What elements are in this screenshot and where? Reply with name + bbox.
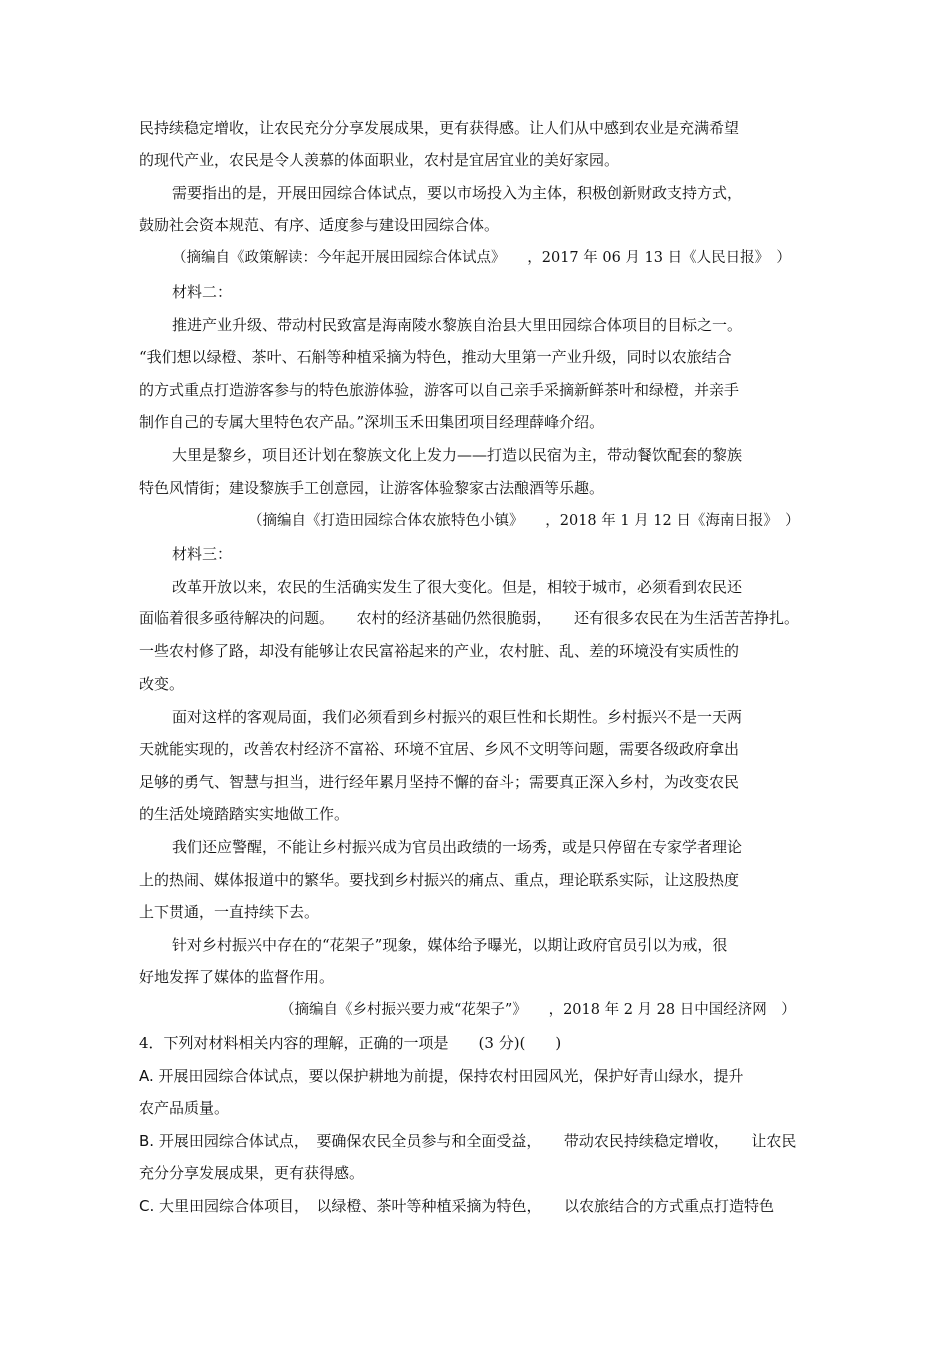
text-line: 上的热闹、媒体报道中的繁华。要找到乡村振兴的痛点、重点，理论联系实际，让这股热度 — [139, 871, 740, 889]
text-line: 需要指出的是，开展田园综合体试点，要以市场投入为主体，积极创新财政支持方式， — [172, 184, 743, 202]
text-line: 针对乡村振兴中存在的“花架子”现象，媒体给予曝光，以期让政府官员引以为戒，很 — [172, 936, 728, 954]
option-b: B. 开展田园综合体试点， 要确保农民全员参与和全面受益， 带动农民持续稳定增收， 让农民 — [139, 1132, 797, 1150]
text-line: 制作自己的专属大里特色农产品。”深圳玉禾田集团项目经理薛峰介绍。 — [139, 413, 605, 431]
text-line: 特色风情街；建设黎族手工创意园，让游客体验黎家古法酿酒等乐趣。 — [139, 479, 605, 497]
section-heading: 材料三： — [172, 545, 233, 563]
section-heading: 材料二： — [172, 283, 233, 301]
text-line: 天就能实现的，改善农村经济不富裕、环境不宜居、乡风不文明等问题，需要各级政府拿出 — [139, 740, 740, 758]
source-citation: （摘编自《乡村振兴要力戒“花架子”》 ，2018 年 2 月 28 日中国经济网 ） — [280, 1002, 796, 1018]
text-line: 足够的勇气、智慧与担当，进行经年累月坚持不懈的奋斗；需要真正深入乡村，为改变农民 — [139, 773, 740, 791]
option-b-continued: 充分分享发展成果，更有获得感。 — [139, 1164, 365, 1182]
text-line: 鼓励社会资本规范、有序、适度参与建设田园综合体。 — [139, 216, 500, 234]
text-line: 大里是黎乡，项目还计划在黎族文化上发力——打造以民宿为主，带动餐饮配套的黎族 — [172, 446, 743, 464]
text-line: 的生活处境踏踏实实地做工作。 — [139, 805, 350, 823]
text-line: 我们还应警醒，不能让乡村振兴成为官员出政绩的一场秀，或是只停留在专家学者理论 — [172, 838, 743, 856]
text-line: 推进产业升级、带动村民致富是海南陵水黎族自治县大里田园综合体项目的目标之一。 — [172, 316, 743, 334]
text-line: 面对这样的客观局面，我们必须看到乡村振兴的艰巨性和长期性。乡村振兴不是一天两 — [172, 708, 743, 726]
text-line: 改革开放以来，农民的生活确实发生了很大变化。但是，相较于城市，必须看到农民还 — [172, 578, 743, 596]
text-line: 改变。 — [139, 675, 185, 693]
text-line: “我们想以绿橙、茶叶、石斛等种植采摘为特色，推动大里第一产业升级，同时以农旅结合 — [139, 348, 732, 366]
text-line: 的方式重点打造游客参与的特色旅游体验，游客可以自己亲手采摘新鲜茶叶和绿橙，并亲手 — [139, 381, 740, 399]
source-citation: （摘编自《打造田园综合体农旅特色小镇》 ，2018 年 1 月 12 日《海南日报》 ） — [248, 513, 800, 529]
option-a-continued: 农产品质量。 — [139, 1099, 230, 1117]
option-a: A. 开展田园综合体试点，要以保护耕地为前提，保持农村田园风光，保护好青山绿水，提升 — [139, 1067, 744, 1085]
text-line: 上下贯通，一直持续下去。 — [139, 903, 320, 921]
text-line: 面临着很多亟待解决的问题。 农村的经济基础仍然很脆弱， 还有很多农民在为生活苦苦挣扎。 — [139, 609, 800, 627]
text-line: 的现代产业，农民是令人羡慕的体面职业，农村是宜居宜业的美好家园。 — [139, 151, 620, 169]
text-line: 民持续稳定增收，让农民充分分享发展成果，更有获得感。让人们从中感到农业是充满希望 — [139, 119, 740, 137]
text-line: 好地发挥了媒体的监督作用。 — [139, 968, 335, 986]
source-citation: （摘编自《政策解读：今年起开展田园综合体试点》 ，2017 年 06 月 13 日《人民日报》 ） — [172, 250, 791, 266]
text-line: 一些农村修了路，却没有能够让农民富裕起来的产业，农村脏、乱、差的环境没有实质性的 — [139, 642, 740, 660]
question-stem: 4．下列对材料相关内容的理解，正确的一项是 (3 分)( ) — [139, 1034, 562, 1052]
option-c: C. 大里田园综合体项目， 以绿橙、茶叶等种植采摘为特色， 以农旅结合的方式重点打造特色 — [139, 1197, 775, 1215]
